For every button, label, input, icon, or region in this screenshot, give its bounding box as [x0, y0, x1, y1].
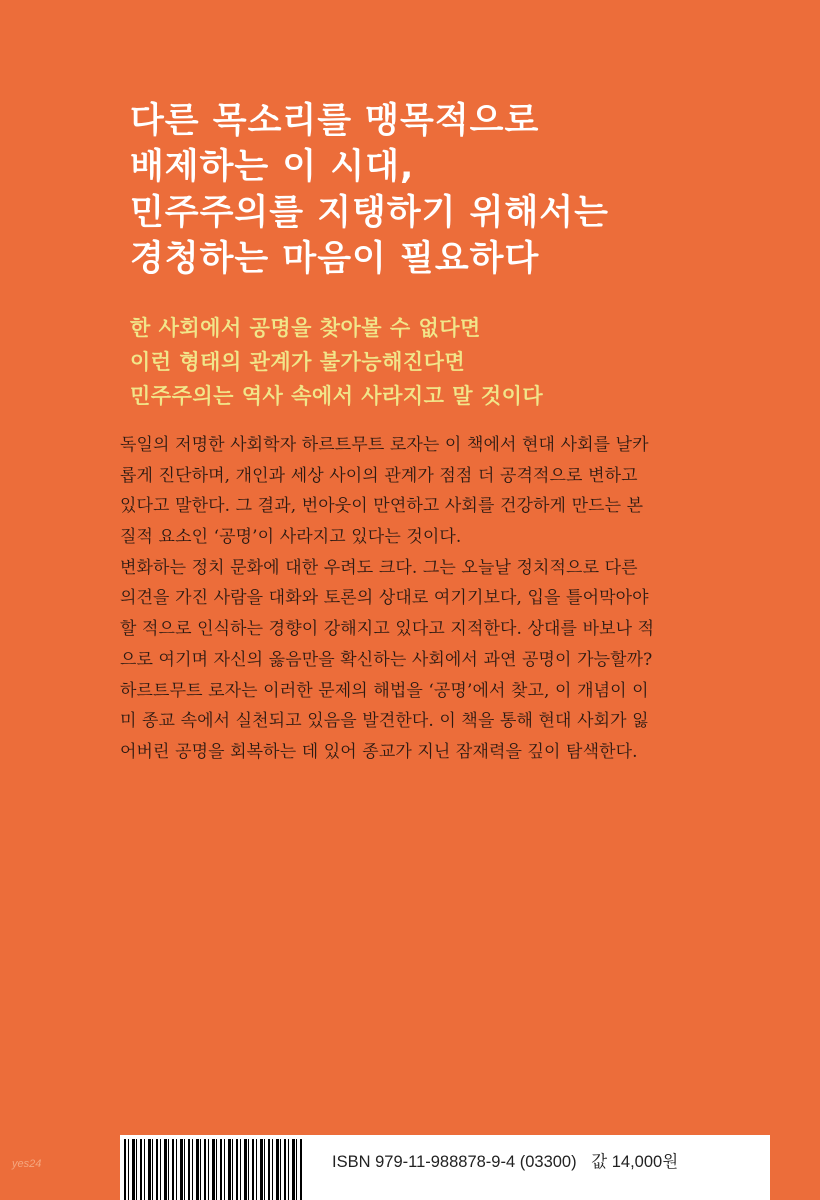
headline-line: 민주주의를 지탱하기 위해서는	[130, 193, 609, 233]
barcode-icon	[124, 1139, 304, 1200]
description-line: 하르트무트 로자는 이러한 문제의 해법을 ‘공명’에서 찾고, 이 개념이 이	[120, 680, 649, 701]
headline-line: 경청하는 마음이 필요하다	[130, 239, 540, 279]
description-line: 질적 요소인 ‘공명’이 사라지고 있다는 것이다.	[120, 527, 462, 548]
headline-line: 배제하는 이 시대,	[130, 147, 415, 187]
description-line: 미 종교 속에서 실천되고 있음을 발견한다. 이 책을 통해 현대 사회가 잃	[120, 711, 649, 732]
isbn-number: ISBN 979-11-988878-9-4 (03300)	[332, 1153, 577, 1171]
description-line: 변화하는 정치 문화에 대한 우려도 크다. 그는 오늘날 정치적으로 다른	[120, 557, 638, 578]
description-line: 독일의 저명한 사회학자 하르트무트 로자는 이 책에서 현대 사회를 날카	[120, 435, 649, 455]
headline-line: 다른 목소리를 맹목적으로	[130, 101, 540, 141]
price-label: 값 14,000원	[591, 1153, 679, 1171]
book-description	[120, 430, 740, 768]
description-line: 있다고 말한다. 그 결과, 번아웃이 만연하고 사회를 건강하게 만드는 본	[120, 496, 644, 517]
headline	[130, 98, 770, 282]
description-line: 어버린 공명을 회복하는 데 있어 종교가 지닌 잠재력을 깊이 탐색한다.	[120, 741, 638, 762]
description-line: 으로 여기며 자신의 옳음만을 확신하는 사회에서 과연 공명이 가능할까?	[120, 649, 653, 670]
watermark: yes24	[12, 1158, 42, 1170]
barcode-panel	[120, 1135, 770, 1200]
subhead	[130, 311, 770, 413]
subhead-line: 민주주의는 역사 속에서 사라지고 말 것이다	[130, 384, 544, 408]
subhead-line: 이런 형태의 관계가 불가능해진다면	[130, 350, 466, 374]
isbn-price-line	[332, 1148, 688, 1172]
subhead-line: 한 사회에서 공명을 찾아볼 수 없다면	[130, 316, 481, 340]
description-line: 할 적으로 인식하는 경향이 강해지고 있다고 지적한다. 상대를 바보나 적	[120, 619, 655, 640]
description-line: 의견을 가진 사람을 대화와 토론의 상대로 여기기보다, 입을 틀어막아야	[120, 588, 649, 609]
description-line: 롭게 진단하며, 개인과 세상 사이의 관계가 점점 더 공격적으로 변하고	[120, 465, 638, 486]
